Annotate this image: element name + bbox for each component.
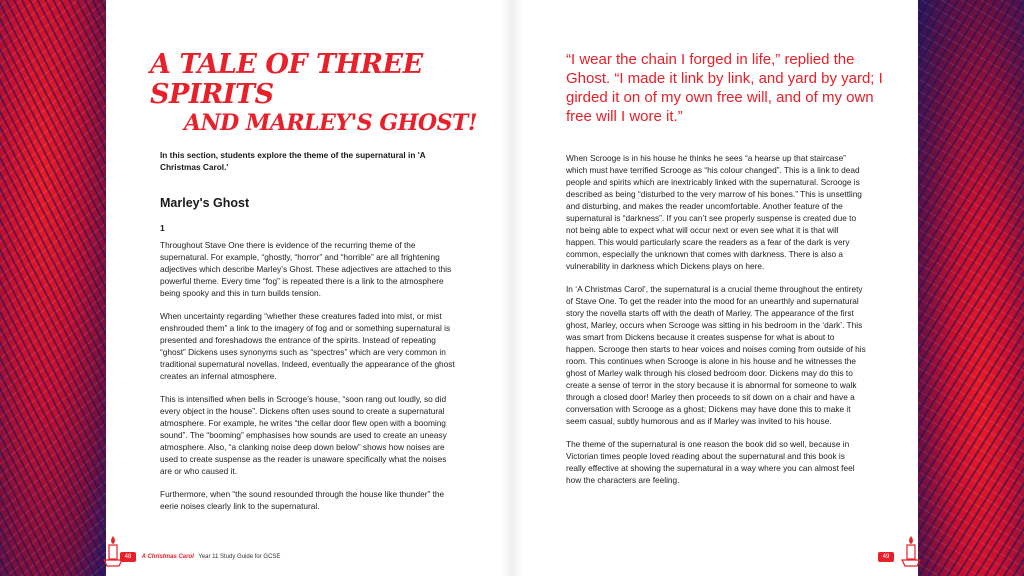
page-number-left: 48 xyxy=(120,552,136,562)
paragraph: Furthermore, when “the sound resounded through the house like thunder” the eerie noises clearly link to the supernatural. xyxy=(160,489,445,511)
paragraph: When Scrooge is in his house he thinks he sees “a hearse up that staircase” which must have terrified Scrooge as “his colour changed”. This is a link to dead people and spirits which are inextricably linked with the supernatural. Scrooge is described as being “disturbed to the very marrow of his bones.” This is unsettling and disturbing, and makes the reader uncomfortable. Another feature of the supernatural is “darkness”. If you can’t see properly suspense is created due to not being able to expect what will occur next or even see what it is that will happen. This would particularly scare the readers as a fear of the dark is very common, especially the unknown that comes with darkness. There is also a vulnerability in darkness which Dickens plays on here. xyxy=(566,153,862,271)
footer-book-title: A Christmas Carol xyxy=(141,554,194,560)
section-number: 1 xyxy=(160,223,165,233)
paragraph: In ‘A Christmas Carol’, the supernatural is a crucial theme throughout the entirety of Stave One. To get the reader into the mood for an unearthly and supernatural story the novella starts off with the death of Marley. The appearance of the first ghost, Marley, occurs when Scrooge was sitting in his bedroom in the ‘dark’. This was smart from Dickens because it creates suspense for what is about to happen. Scrooge then starts to hear voices and noises coming from outside of his room. This continues when Scrooge is alone in his house and he witnesses the ghost of Marley walk through his closed bedroom door. Dickens may do this to create a sense of terror in the story because it is abnormal for someone to walk through a closed door! Marley then proceeds to sit down on a chair and have a conversation with Scrooge as a ghost; Dickens may have done this to make it seem casual, subtly humorous and as if Marley was invited to his house. xyxy=(566,284,866,426)
page-title xyxy=(150,50,490,136)
left-body xyxy=(160,239,460,523)
paragraph: This is intensified when bells in Scrooge’s house, “soon rang out loudly, so did every object in the house”. Dickens often uses sound to create a supernatural atmosphere. For example, he writes “the cellar door flew open with a booming sound”. The “booming” emphasises how sounds are used to create an uneasy atmosphere. Also, “a clanking noise deep down below” shows how noises are used to create suspense as the reader is unaware specifically what the noises are or who caused it. xyxy=(160,394,447,476)
left-footer xyxy=(120,552,280,562)
candle-icon xyxy=(102,534,124,568)
left-page xyxy=(106,0,512,576)
paragraph: When uncertainty regarding “whether these creatures faded into mist, or mist enshrouded them” a link to the imagery of fog and or something supernatural is presented and foreshadows the entrance of the spirits. Instead of repeating “ghost” Dickens uses synonyms such as “spectres” which are very common in traditional supernatural novellas. Indeed, eventually the appearance of the ghost creates an infernal atmosphere. xyxy=(160,311,455,381)
section-heading: Marley's Ghost xyxy=(160,196,250,210)
page-number-right: 49 xyxy=(878,552,894,562)
book-gutter xyxy=(500,0,524,576)
footer-guide-title: Year 11 Study Guide for GCSE xyxy=(198,554,281,560)
title-line-1: A TALE OF THREE SPIRITS xyxy=(150,49,423,110)
pull-quote: “I wear the chain I forged in life,” replied the Ghost. “I made it link by link, and yard by yard; I girded it on of my own free will, and of my own free will I wore it.” xyxy=(566,51,883,125)
paragraph: Throughout Stave One there is evidence of the recurring theme of the supernatural. For example, “ghostly, “horror” and “horrible” are all frightening adjectives which describe Marley’s Ghost. These adjectives are attached to this powerful theme. Every time “fog” is repeated there is a link to the atmosphere being spooky and this in turn builds tension. xyxy=(160,240,452,298)
candle-icon xyxy=(900,534,922,568)
title-line-2: AND MARLEY'S GHOST! xyxy=(184,110,477,136)
right-illustration xyxy=(918,0,1024,576)
left-illustration xyxy=(0,0,106,576)
right-body xyxy=(566,152,866,497)
intro-text: In this section, students explore the theme of the supernatural in 'A Christmas Carol.' xyxy=(160,150,426,172)
paragraph: The theme of the supernatural is one reason the book did so well, because in Victorian times people loved reading about the supernatural and this book is really effective at showing the supernatural in a way where you can almost feel how the characters are feeling. xyxy=(566,439,855,485)
right-page xyxy=(512,0,918,576)
